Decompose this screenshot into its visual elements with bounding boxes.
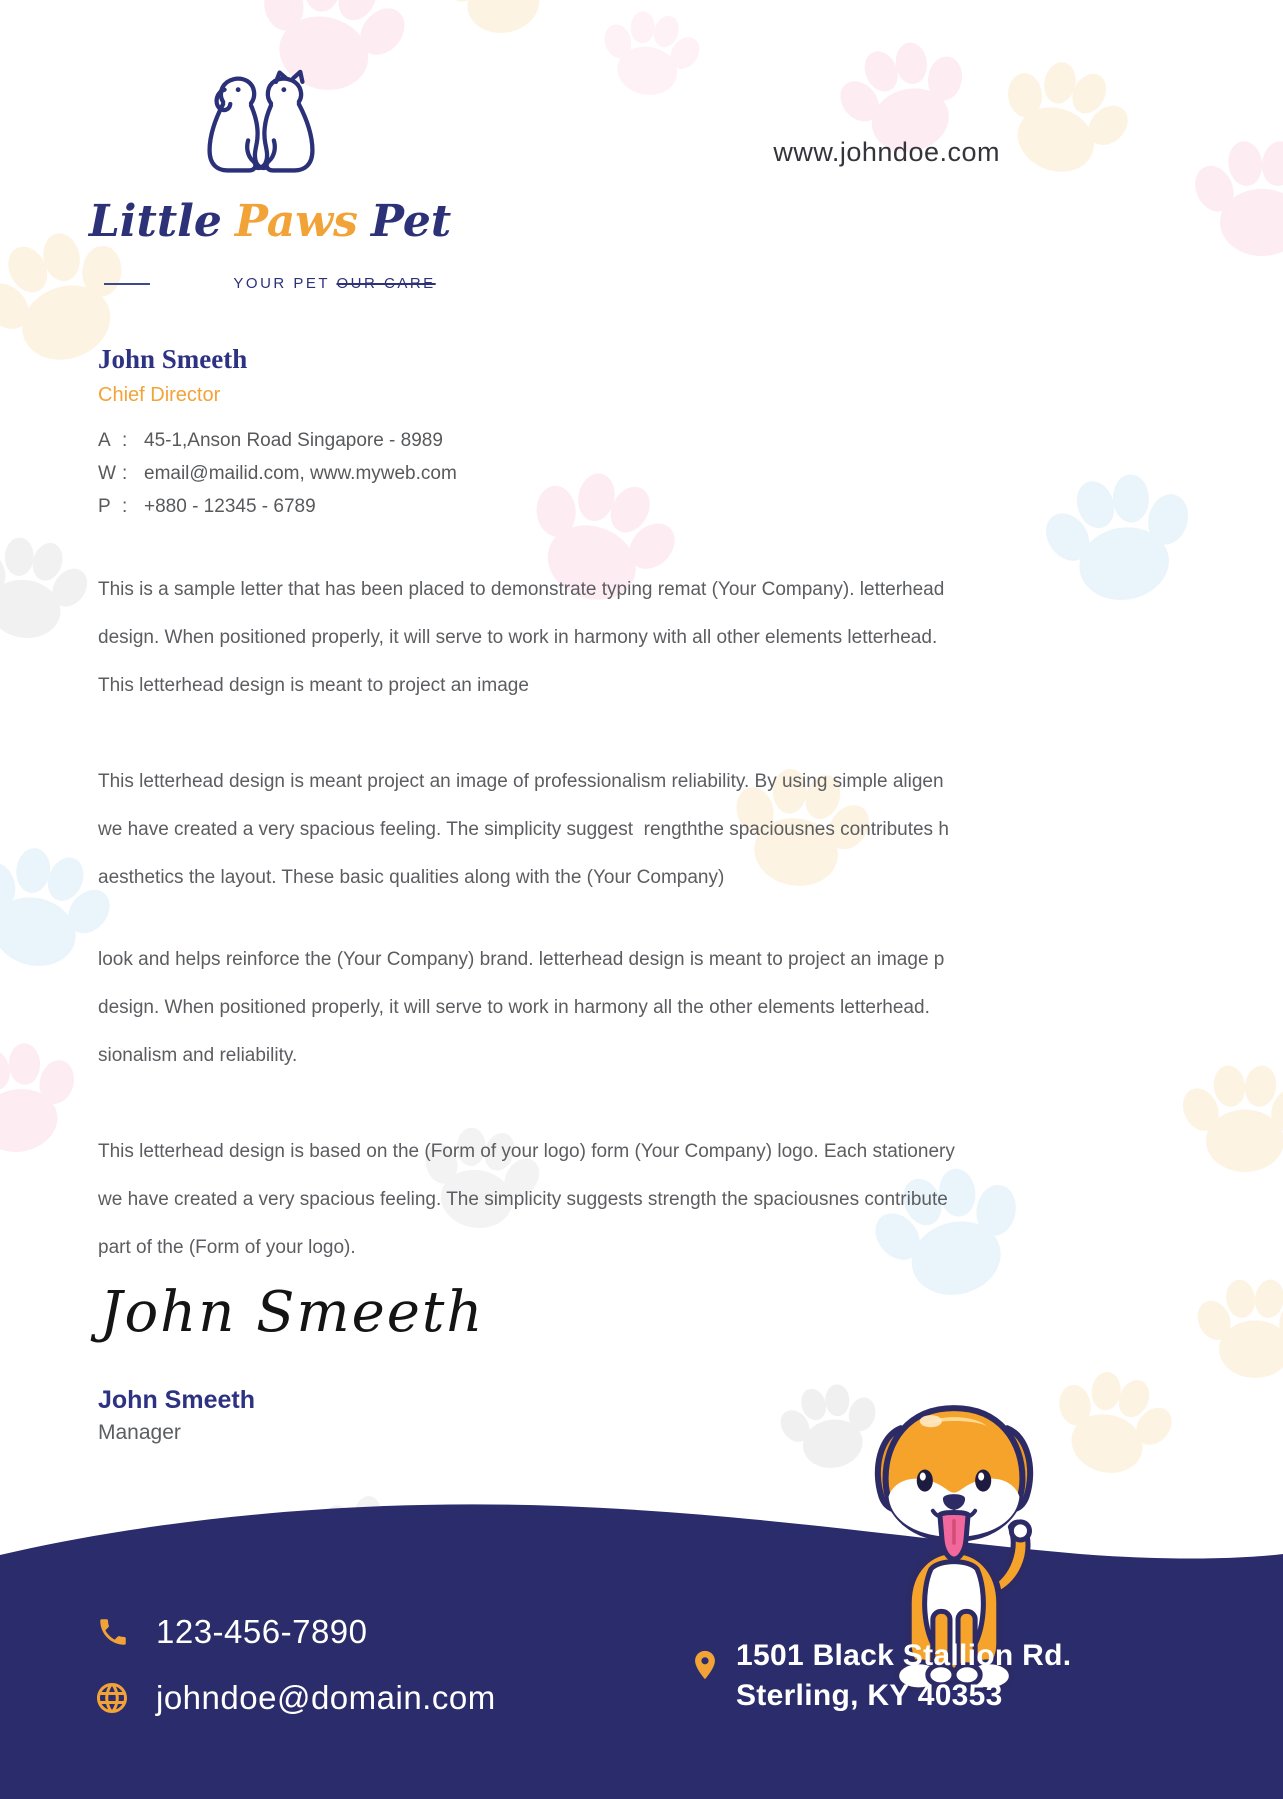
paragraph-line: part of the (Form of your logo). <box>98 1237 356 1258</box>
paragraph-line: we have created a very spacious feeling. The simplicity suggest rengththe spaciousnes contributes h <box>98 819 949 840</box>
tagline-struck-part: OUR CARE <box>336 275 436 292</box>
contact-value: 45-1,Anson Road Singapore - 8989 <box>144 430 443 451</box>
sender-role: Chief Director <box>98 384 221 406</box>
paragraph-line: design. When positioned properly, it will serve to work in harmony all the other elements letterhead. <box>98 997 930 1018</box>
brand-tagline <box>180 258 435 309</box>
signature-script: John Smeeth <box>100 1280 485 1345</box>
contact-label: P <box>98 496 111 517</box>
brand-title-word-3: Pet <box>370 196 452 247</box>
phone-icon <box>96 1615 130 1649</box>
contact-value: email@mailid.com, www.myweb.com <box>144 463 457 484</box>
paragraph-line: look and helps reinforce the (Your Company) brand. letterhead design is meant to project an image p <box>98 949 945 970</box>
website-text: www.johndoe.com <box>773 137 1000 167</box>
paragraph-line: we have created a very spacious feeling. The simplicity suggests strength the spaciousnes contribute <box>98 1189 948 1210</box>
dog-cat-logo-icon <box>186 55 336 193</box>
globe-icon <box>94 1680 130 1716</box>
brand-title-word-1: Little <box>88 196 222 247</box>
brand-tagline-row <box>75 258 465 309</box>
contact-label: A <box>98 430 111 451</box>
footer-phone-number: 123-456-7890 <box>156 1613 368 1650</box>
contact-colon: : <box>122 463 128 484</box>
paragraph-line: This letterhead design is meant project an image of professionalism reliability. By using simple aligen <box>98 771 944 792</box>
contact-colon: : <box>122 430 128 451</box>
tagline-normal-part: YOUR PET <box>233 275 337 292</box>
footer-email-text: johndoe@domain.com <box>156 1679 496 1716</box>
footer-phone-row <box>96 1613 368 1651</box>
contact-row-address <box>98 424 457 457</box>
letter-paragraph-2 <box>98 758 1038 902</box>
pin-wrap <box>688 1636 722 1716</box>
brand-title-word-2: Paws <box>234 196 358 247</box>
contact-colon: : <box>122 496 128 517</box>
letter-paragraph-3 <box>98 936 1038 1080</box>
location-pin-icon <box>688 1644 722 1686</box>
paragraph-line: aesthetics the layout. These basic qualities along with the (Your Company) <box>98 867 725 888</box>
paragraph-line: design. When positioned properly, it will serve to work in harmony with all other elements letterhead. <box>98 627 938 648</box>
paragraph-line: This is a sample letter that has been placed to demonstrate typing remat (Your Company). letterhead <box>98 579 945 600</box>
paragraph-line: sionalism and reliability. <box>98 1045 298 1066</box>
brand-title <box>75 196 465 247</box>
footer-address-line-2: Sterling, KY 40353 <box>736 1679 1003 1712</box>
letter-paragraph-1 <box>98 566 1038 710</box>
contact-row-web <box>98 457 457 490</box>
paragraph-line: This letterhead design is meant to project an image <box>98 675 529 696</box>
footer-address-line-1: 1501 Black Stallion Rd. <box>736 1639 1072 1672</box>
contact-label: W <box>98 463 116 484</box>
signature-role: Manager <box>98 1421 181 1444</box>
footer-address-row <box>688 1636 1071 1716</box>
paragraph-line: This letterhead design is based on the (Form of your logo) form (Your Company) logo. Each stationery <box>98 1141 955 1162</box>
signature-name: John Smeeth <box>98 1386 255 1414</box>
footer-email-row <box>94 1679 496 1717</box>
contact-row-phone <box>98 490 457 523</box>
tagline-dash-divider <box>104 283 150 285</box>
letter-paragraph-4 <box>98 1128 1038 1272</box>
sender-contact-block <box>98 424 457 523</box>
contact-value: +880 - 12345 - 6789 <box>144 496 316 517</box>
sender-name: John Smeeth <box>98 344 248 374</box>
